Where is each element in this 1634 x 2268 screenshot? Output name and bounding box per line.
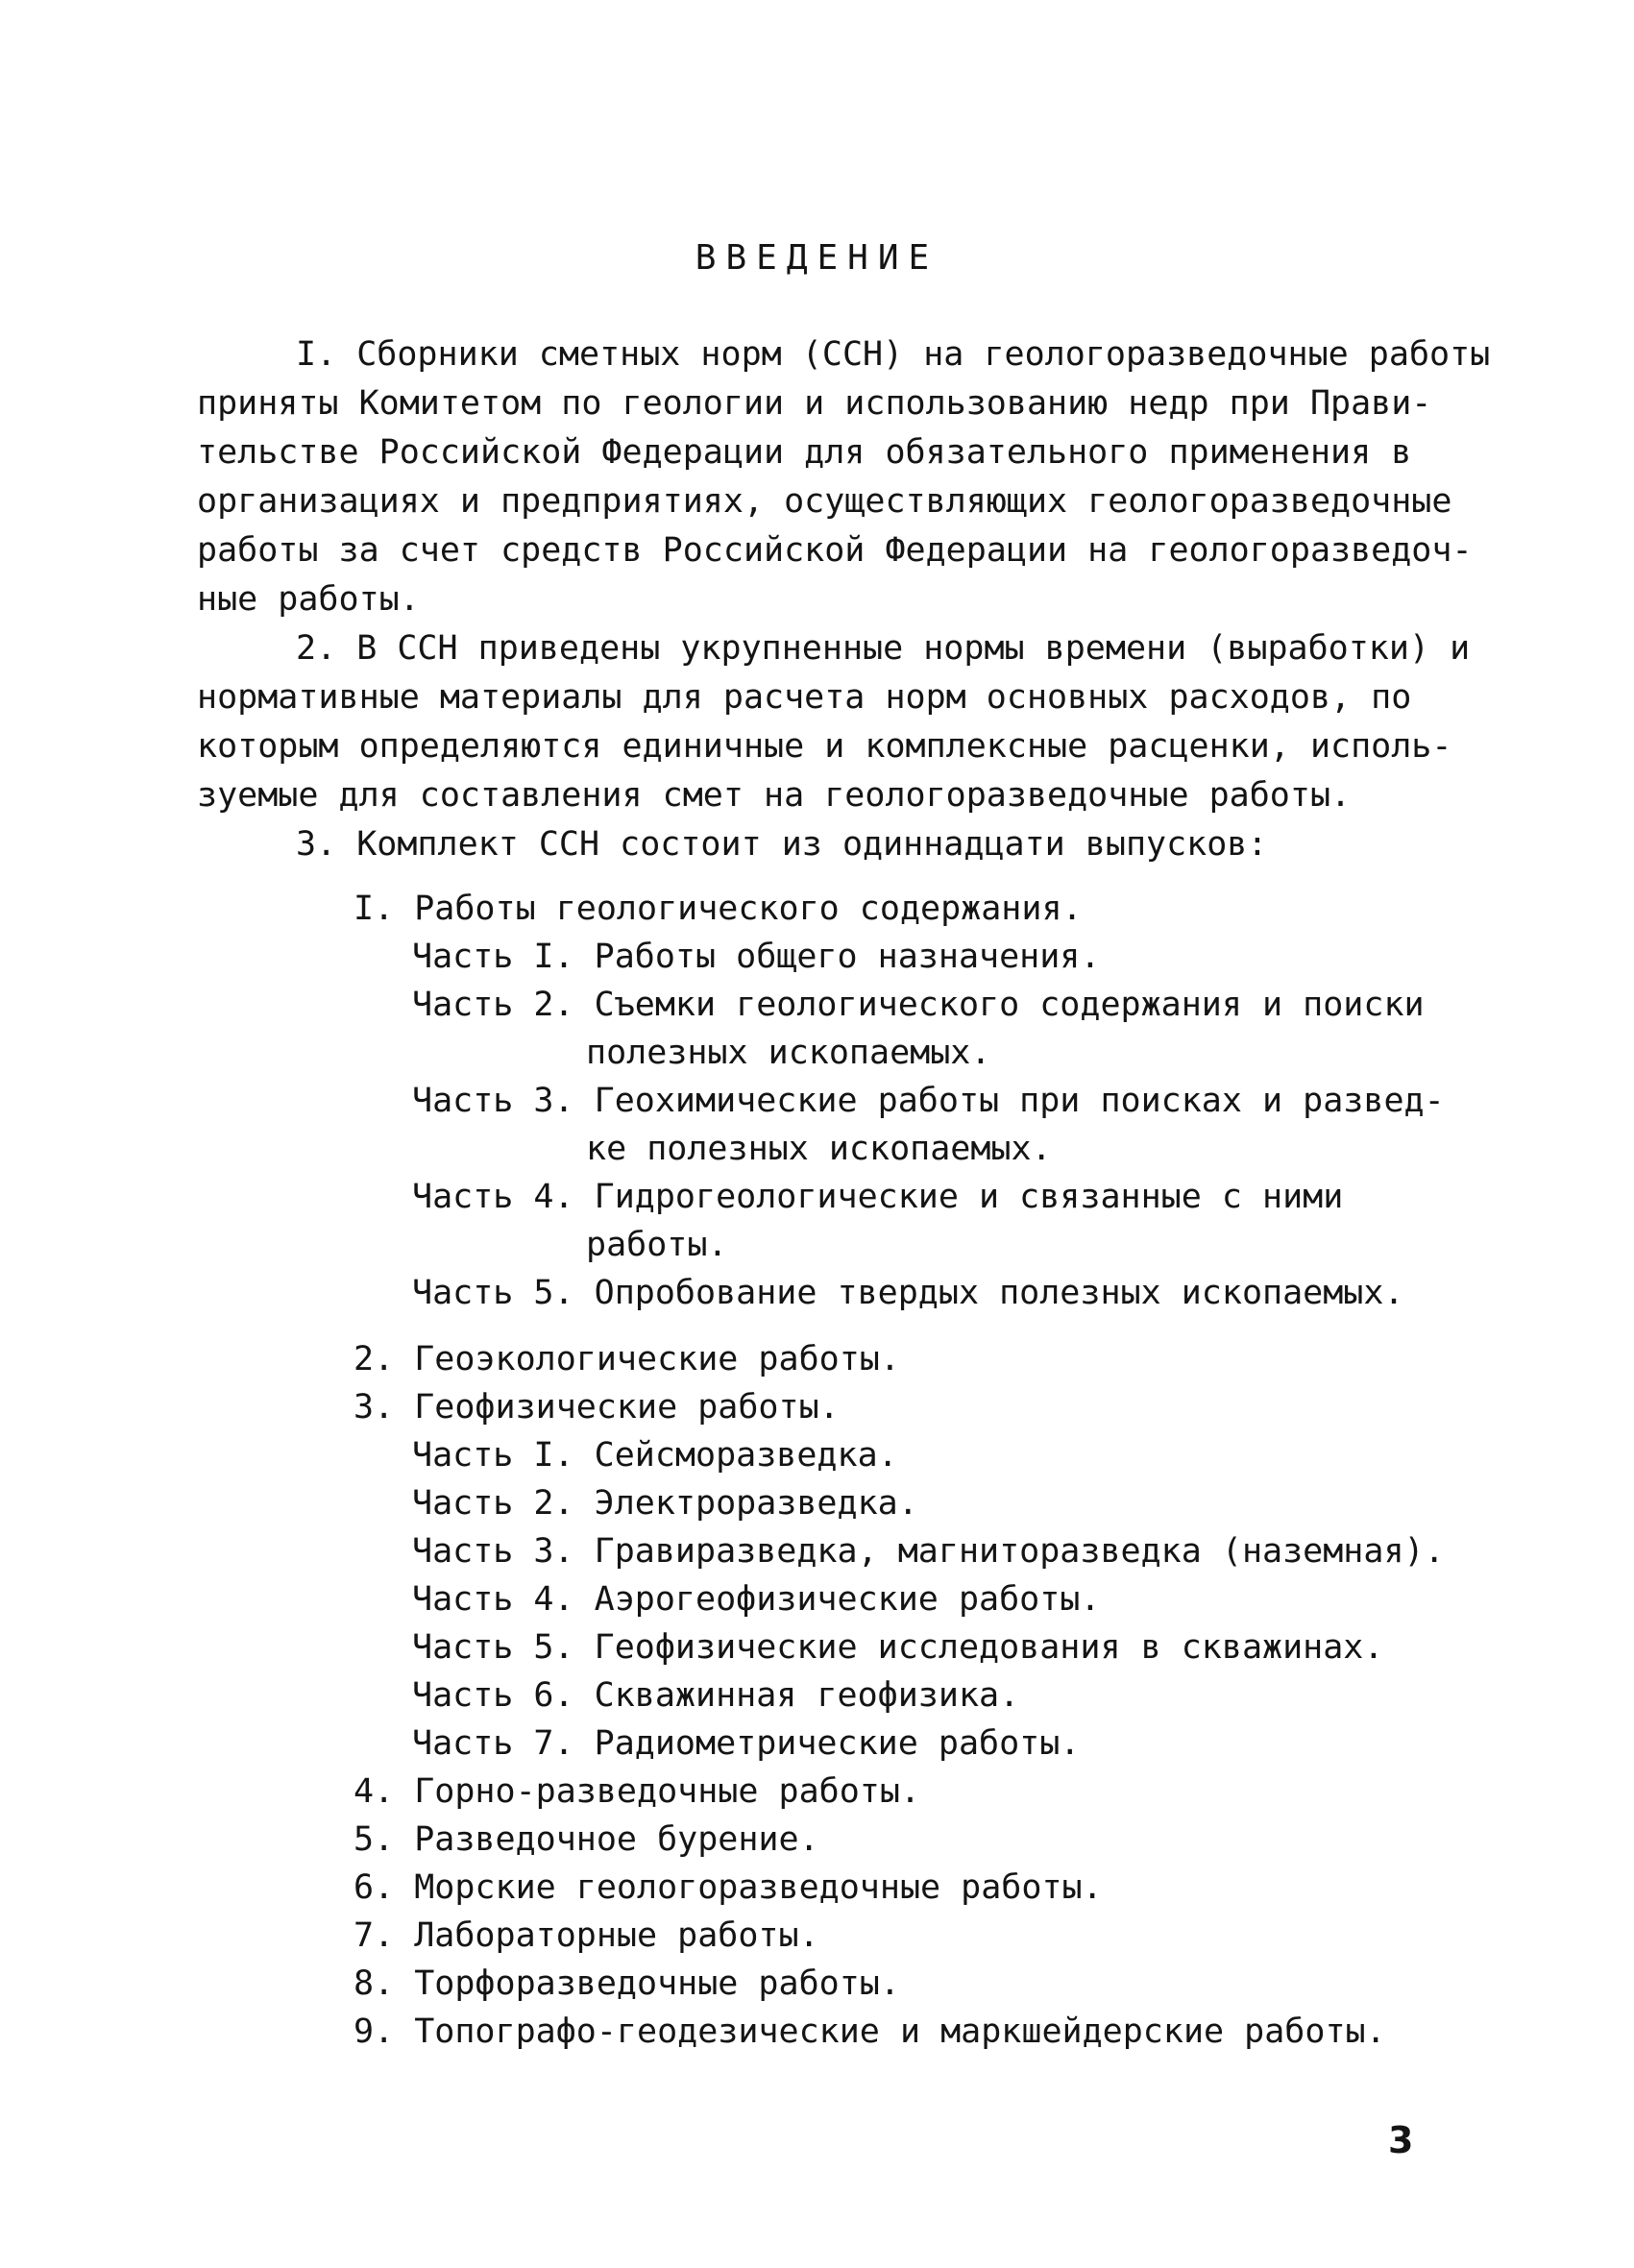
issue-part: Часть I. Работы общего назначения. <box>412 938 1101 976</box>
paragraph-line: тельстве Российской Федерации для обязательного применения в <box>197 433 1412 472</box>
issue-item: 5. Разведочное бурение. <box>354 1820 819 1859</box>
issue-part-continuation: работы. <box>586 1226 728 1264</box>
issue-part: Часть 3. Геохимические работы при поисках и развед- <box>412 1082 1445 1120</box>
issue-part: Часть 6. Скважинная геофизика. <box>412 1676 1020 1715</box>
issue-part-continuation: ке полезных ископаемых. <box>586 1130 1052 1168</box>
paragraph-line: ные работы. <box>197 580 420 619</box>
issue-part: Часть 2. Электроразведка. <box>412 1484 918 1523</box>
paragraph-line: I. Сборники сметных норм (ССН) на геологоразведочные работы <box>296 335 1491 374</box>
issue-item: 8. Торфоразведочные работы. <box>354 1964 900 2003</box>
issue-part: Часть 5. Опробование твердых полезных ископаемых. <box>412 1274 1404 1312</box>
paragraph-line: приняты Комитетом по геологии и использованию недр при Прави- <box>197 384 1432 423</box>
issue-part: Часть 4. Гидрогеологические и связанные с ними <box>412 1178 1344 1216</box>
paragraph-line: нормативные материалы для расчета норм основных расходов, по <box>197 678 1412 717</box>
issue-part: Часть 2. Съемки геологического содержания и поиски <box>412 986 1425 1024</box>
issue-item: 6. Морские геологоразведочные работы. <box>354 1868 1103 1907</box>
paragraph-line: 2. В ССН приведены укрупненные нормы времени (выработки) и <box>296 629 1471 668</box>
paragraph-line: зуемые для составления смет на геологоразведочные работы. <box>197 776 1352 815</box>
issue-part: Часть 4. Аэрогеофизические работы. <box>412 1580 1101 1619</box>
page-title: ВВЕДЕНИЕ <box>695 238 939 278</box>
issue-item: 3. Геофизические работы. <box>354 1388 840 1427</box>
paragraph-line: 3. Комплект ССН состоит из одиннадцати выпусков: <box>296 825 1268 864</box>
paragraph-line: работы за счет средств Российской Федерации на геологоразведоч- <box>197 531 1473 570</box>
issue-item: 9. Топографо-геодезические и маркшейдерские работы. <box>354 2012 1386 2051</box>
issue-part: Часть 5. Геофизические исследования в скважинах. <box>412 1628 1384 1667</box>
paragraph-line: которым определяются единичные и комплексные расценки, исполь- <box>197 727 1452 766</box>
paragraph-line: организациях и предприятиях, осуществляющих геологоразведочные <box>197 482 1452 521</box>
issue-item: I. Работы геологического содержания. <box>354 890 1083 928</box>
issue-part: Часть 7. Радиометрические работы. <box>412 1724 1081 1763</box>
issue-item: 7. Лабораторные работы. <box>354 1916 819 1955</box>
issue-part-continuation: полезных ископаемых. <box>586 1034 991 1072</box>
page-number: 3 <box>1388 2119 1414 2161</box>
issue-part: Часть I. Сейсморазведка. <box>412 1436 898 1475</box>
issue-item: 4. Горно-разведочные работы. <box>354 1772 921 1811</box>
issue-part: Часть 3. Гравиразведка, магниторазведка (наземная). <box>412 1532 1445 1571</box>
issue-item: 2. Геоэкологические работы. <box>354 1340 900 1378</box>
